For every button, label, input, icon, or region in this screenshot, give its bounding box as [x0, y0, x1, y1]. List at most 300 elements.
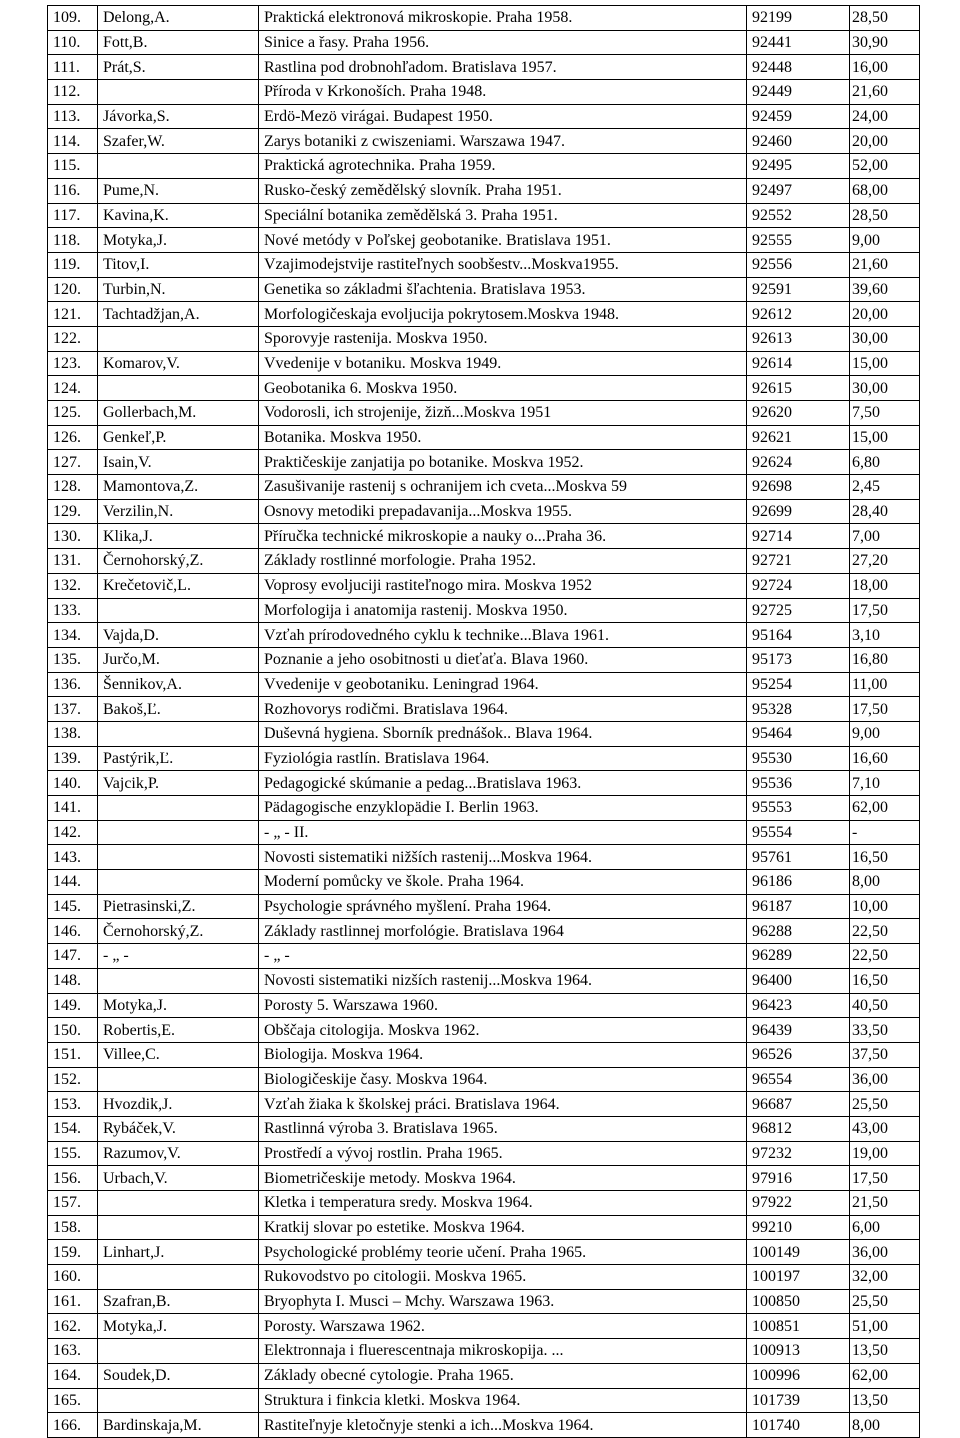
- inventory-number-cell: 96423: [747, 993, 850, 1018]
- price-cell: 36,00: [850, 1067, 920, 1092]
- row-number: 164.: [48, 1363, 98, 1388]
- row-number: 118.: [48, 228, 98, 253]
- row-number: 136.: [48, 672, 98, 697]
- price-cell: 19,00: [850, 1141, 920, 1166]
- title-cell: Psychologické problémy teorie učení. Praha 1965.: [259, 1240, 747, 1265]
- inventory-number-cell: 96812: [747, 1116, 850, 1141]
- price-cell: 16,50: [850, 845, 920, 870]
- table-row: [48, 425, 920, 450]
- table-row: [48, 1289, 920, 1314]
- table-row: [48, 104, 920, 129]
- author-cell: [98, 870, 259, 895]
- price-cell: 25,50: [850, 1289, 920, 1314]
- inventory-number-cell: 96186: [747, 870, 850, 895]
- price-cell: 11,00: [850, 672, 920, 697]
- row-number: 145.: [48, 894, 98, 919]
- price-cell: 6,00: [850, 1215, 920, 1240]
- author-cell: Urbach,V.: [98, 1166, 259, 1191]
- price-cell: 37,50: [850, 1042, 920, 1067]
- table-row: [48, 302, 920, 327]
- price-cell: 3,10: [850, 623, 920, 648]
- title-cell: - „ -: [259, 944, 747, 969]
- author-cell: Šennikov,A.: [98, 672, 259, 697]
- table-row: [48, 1166, 920, 1191]
- author-cell: Kavina,K.: [98, 203, 259, 228]
- price-cell: 22,50: [850, 919, 920, 944]
- author-cell: Turbin,N.: [98, 277, 259, 302]
- author-cell: Isain,V.: [98, 450, 259, 475]
- price-cell: 28,50: [850, 203, 920, 228]
- title-cell: Základy rastlinnej morfológie. Bratislava 1964: [259, 919, 747, 944]
- price-cell: 62,00: [850, 796, 920, 821]
- row-number: 142.: [48, 820, 98, 845]
- row-number: 129.: [48, 499, 98, 524]
- title-cell: Porosty 5. Warszawa 1960.: [259, 993, 747, 1018]
- inventory-number-cell: 92441: [747, 30, 850, 55]
- inventory-number-cell: 95464: [747, 721, 850, 746]
- price-cell: 36,00: [850, 1240, 920, 1265]
- title-cell: Vzťah žiaka k školskej práci. Bratislava 1964.: [259, 1092, 747, 1117]
- price-cell: 20,00: [850, 129, 920, 154]
- price-cell: 17,50: [850, 1166, 920, 1191]
- inventory-number-cell: 96526: [747, 1042, 850, 1067]
- price-cell: 21,50: [850, 1191, 920, 1216]
- author-cell: Szafran,B.: [98, 1289, 259, 1314]
- title-cell: Zarys botaniki z cwiszeniami. Warszawa 1947.: [259, 129, 747, 154]
- price-cell: 25,50: [850, 1092, 920, 1117]
- author-cell: Tachtadžjan,A.: [98, 302, 259, 327]
- author-cell: [98, 1265, 259, 1290]
- row-number: 154.: [48, 1116, 98, 1141]
- author-cell: Jurčo,M.: [98, 647, 259, 672]
- inventory-number-cell: 95554: [747, 820, 850, 845]
- title-cell: Příroda v Krkonoších. Praha 1948.: [259, 80, 747, 105]
- price-cell: 52,00: [850, 154, 920, 179]
- price-cell: 16,60: [850, 746, 920, 771]
- title-cell: Voprosy evoljuciji rastiteľnogo mira. Moskva 1952: [259, 573, 747, 598]
- row-number: 111.: [48, 55, 98, 80]
- table-row: [48, 697, 920, 722]
- title-cell: Bryophyta I. Musci – Mchy. Warszawa 1963.: [259, 1289, 747, 1314]
- author-cell: [98, 1215, 259, 1240]
- author-cell: Černohorský,Z.: [98, 549, 259, 574]
- table-row: [48, 894, 920, 919]
- author-cell: Motyka,J.: [98, 993, 259, 1018]
- price-cell: 18,00: [850, 573, 920, 598]
- row-number: 148.: [48, 968, 98, 993]
- author-cell: Krečetovič,L.: [98, 573, 259, 598]
- price-cell: 28,40: [850, 499, 920, 524]
- inventory-number-cell: 92613: [747, 326, 850, 351]
- price-cell: 6,80: [850, 450, 920, 475]
- table-row: [48, 1067, 920, 1092]
- inventory-list-page: [47, 5, 919, 1438]
- title-cell: Morfologija i anatomija rastenij. Moskva 1950.: [259, 598, 747, 623]
- price-cell: 2,45: [850, 475, 920, 500]
- title-cell: Vvedenije v geobotaniku. Leningrad 1964.: [259, 672, 747, 697]
- row-number: 166.: [48, 1413, 98, 1438]
- title-cell: Speciální botanika zemědělská 3. Praha 1951.: [259, 203, 747, 228]
- table-row: [48, 573, 920, 598]
- author-cell: [98, 845, 259, 870]
- table-row: [48, 129, 920, 154]
- title-cell: - „ - II.: [259, 820, 747, 845]
- author-cell: Jávorka,S.: [98, 104, 259, 129]
- title-cell: Rozhovorys rodičmi. Bratislava 1964.: [259, 697, 747, 722]
- row-number: 161.: [48, 1289, 98, 1314]
- inventory-number-cell: 95328: [747, 697, 850, 722]
- inventory-number-cell: 95761: [747, 845, 850, 870]
- author-cell: [98, 796, 259, 821]
- row-number: 134.: [48, 623, 98, 648]
- row-number: 130.: [48, 524, 98, 549]
- inventory-number-cell: 92591: [747, 277, 850, 302]
- price-cell: 16,00: [850, 55, 920, 80]
- price-cell: 62,00: [850, 1363, 920, 1388]
- price-cell: 27,20: [850, 549, 920, 574]
- row-number: 128.: [48, 475, 98, 500]
- table-row: [48, 203, 920, 228]
- row-number: 121.: [48, 302, 98, 327]
- inventory-number-cell: 92199: [747, 6, 850, 31]
- table-row: [48, 80, 920, 105]
- author-cell: Klika,J.: [98, 524, 259, 549]
- table-row: [48, 228, 920, 253]
- row-number: 150.: [48, 1018, 98, 1043]
- price-cell: 21,60: [850, 252, 920, 277]
- title-cell: Rastlinná výroba 3. Bratislava 1965.: [259, 1116, 747, 1141]
- title-cell: Pedagogické skúmanie a pedag...Bratislava 1963.: [259, 771, 747, 796]
- author-cell: Vajda,D.: [98, 623, 259, 648]
- author-cell: [98, 598, 259, 623]
- author-cell: Komarov,V.: [98, 351, 259, 376]
- author-cell: Pume,N.: [98, 178, 259, 203]
- table-row: [48, 524, 920, 549]
- title-cell: Osnovy metodiki prepadavanija...Moskva 1955.: [259, 499, 747, 524]
- price-cell: 51,00: [850, 1314, 920, 1339]
- price-cell: 43,00: [850, 1116, 920, 1141]
- row-number: 115.: [48, 154, 98, 179]
- inventory-number-cell: 92552: [747, 203, 850, 228]
- title-cell: Praktická elektronová mikroskopie. Praha 1958.: [259, 6, 747, 31]
- table-row: [48, 1388, 920, 1413]
- inventory-number-cell: 92612: [747, 302, 850, 327]
- author-cell: Motyka,J.: [98, 228, 259, 253]
- row-number: 165.: [48, 1388, 98, 1413]
- author-cell: Motyka,J.: [98, 1314, 259, 1339]
- table-row: [48, 771, 920, 796]
- author-cell: Szafer,W.: [98, 129, 259, 154]
- table-row: [48, 154, 920, 179]
- price-cell: 30,00: [850, 376, 920, 401]
- inventory-number-cell: 100149: [747, 1240, 850, 1265]
- table-row: [48, 672, 920, 697]
- table-row: [48, 376, 920, 401]
- inventory-number-cell: 100996: [747, 1363, 850, 1388]
- author-cell: Linhart,J.: [98, 1240, 259, 1265]
- table-row: [48, 55, 920, 80]
- author-cell: [98, 376, 259, 401]
- table-row: [48, 1413, 920, 1438]
- price-cell: 16,80: [850, 647, 920, 672]
- price-cell: 9,00: [850, 721, 920, 746]
- price-cell: 7,10: [850, 771, 920, 796]
- author-cell: [98, 820, 259, 845]
- price-cell: 15,00: [850, 425, 920, 450]
- inventory-number-cell: 100913: [747, 1339, 850, 1364]
- title-cell: Erdö-Mezö virágai. Budapest 1950.: [259, 104, 747, 129]
- title-cell: Kletka i temperatura sredy. Moskva 1964.: [259, 1191, 747, 1216]
- inventory-number-cell: 100851: [747, 1314, 850, 1339]
- table-row: [48, 721, 920, 746]
- title-cell: Sinice a řasy. Praha 1956.: [259, 30, 747, 55]
- author-cell: Bardinskaja,M.: [98, 1413, 259, 1438]
- table-row: [48, 1042, 920, 1067]
- title-cell: Zasušivanije rastenij s ochranijem ich cveta...Moskva 59: [259, 475, 747, 500]
- inventory-number-cell: 92614: [747, 351, 850, 376]
- row-number: 157.: [48, 1191, 98, 1216]
- author-cell: Pietrasinski,Z.: [98, 894, 259, 919]
- author-cell: [98, 721, 259, 746]
- row-number: 131.: [48, 549, 98, 574]
- inventory-number-cell: 95530: [747, 746, 850, 771]
- inventory-number-cell: 92620: [747, 401, 850, 426]
- title-cell: Základy rostlinné morfologie. Praha 1952.: [259, 549, 747, 574]
- inventory-number-cell: 99210: [747, 1215, 850, 1240]
- price-cell: 30,00: [850, 326, 920, 351]
- title-cell: Struktura i finkcia kletki. Moskva 1964.: [259, 1388, 747, 1413]
- inventory-number-cell: 92449: [747, 80, 850, 105]
- table-row: [48, 1363, 920, 1388]
- title-cell: Biologičeskije časy. Moskva 1964.: [259, 1067, 747, 1092]
- price-cell: 17,50: [850, 598, 920, 623]
- author-cell: Villee,C.: [98, 1042, 259, 1067]
- inventory-number-cell: 96187: [747, 894, 850, 919]
- row-number: 139.: [48, 746, 98, 771]
- table-row: [48, 401, 920, 426]
- author-cell: Mamontova,Z.: [98, 475, 259, 500]
- price-cell: 22,50: [850, 944, 920, 969]
- title-cell: Geobotanika 6. Moskva 1950.: [259, 376, 747, 401]
- table-row: [48, 1141, 920, 1166]
- table-row: [48, 1116, 920, 1141]
- inventory-number-cell: 96288: [747, 919, 850, 944]
- table-row: [48, 1314, 920, 1339]
- row-number: 117.: [48, 203, 98, 228]
- table-row: [48, 326, 920, 351]
- title-cell: Morfologičeskaja evoljucija pokrytosem.Moskva 1948.: [259, 302, 747, 327]
- price-cell: 8,00: [850, 870, 920, 895]
- row-number: 132.: [48, 573, 98, 598]
- title-cell: Poznanie a jeho osobitnosti u dieťaťa. Blava 1960.: [259, 647, 747, 672]
- row-number: 152.: [48, 1067, 98, 1092]
- inventory-number-cell: 92699: [747, 499, 850, 524]
- inventory-number-cell: 96400: [747, 968, 850, 993]
- row-number: 156.: [48, 1166, 98, 1191]
- table-row: [48, 30, 920, 55]
- table-row: [48, 820, 920, 845]
- author-cell: Verzilin,N.: [98, 499, 259, 524]
- price-cell: 7,50: [850, 401, 920, 426]
- title-cell: Praktičeskije zanjatija po botanike. Moskva 1952.: [259, 450, 747, 475]
- price-cell: 32,00: [850, 1265, 920, 1290]
- inventory-number-cell: 92621: [747, 425, 850, 450]
- author-cell: Prát,S.: [98, 55, 259, 80]
- table-row: [48, 623, 920, 648]
- price-cell: 9,00: [850, 228, 920, 253]
- title-cell: Obščaja citologija. Moskva 1962.: [259, 1018, 747, 1043]
- inventory-number-cell: 97916: [747, 1166, 850, 1191]
- table-row: [48, 549, 920, 574]
- title-cell: Sporovyje rastenija. Moskva 1950.: [259, 326, 747, 351]
- title-cell: Duševná hygiena. Sborník prednášok.. Blava 1964.: [259, 721, 747, 746]
- row-number: 137.: [48, 697, 98, 722]
- price-cell: 10,00: [850, 894, 920, 919]
- title-cell: Novosti sistematiki nizších rastenij...Moskva 1964.: [259, 968, 747, 993]
- price-cell: 24,00: [850, 104, 920, 129]
- inventory-number-cell: 96687: [747, 1092, 850, 1117]
- row-number: 163.: [48, 1339, 98, 1364]
- author-cell: Černohorský,Z.: [98, 919, 259, 944]
- title-cell: Vvedenije v botaniku. Moskva 1949.: [259, 351, 747, 376]
- inventory-number-cell: 100197: [747, 1265, 850, 1290]
- table-row: [48, 475, 920, 500]
- title-cell: Příručka technické mikroskopie a nauky o...Praha 36.: [259, 524, 747, 549]
- price-cell: 68,00: [850, 178, 920, 203]
- row-number: 109.: [48, 6, 98, 31]
- title-cell: Kratkij slovar po estetike. Moskva 1964.: [259, 1215, 747, 1240]
- row-number: 122.: [48, 326, 98, 351]
- title-cell: Pädagogische enzyklopädie I. Berlin 1963.: [259, 796, 747, 821]
- table-row: [48, 746, 920, 771]
- inventory-number-cell: 92624: [747, 450, 850, 475]
- author-cell: Robertis,E.: [98, 1018, 259, 1043]
- author-cell: [98, 154, 259, 179]
- row-number: 146.: [48, 919, 98, 944]
- table-row: [48, 1092, 920, 1117]
- title-cell: Genetika so základmi šľachtenia. Bratislava 1953.: [259, 277, 747, 302]
- inventory-number-cell: 95254: [747, 672, 850, 697]
- author-cell: Soudek,D.: [98, 1363, 259, 1388]
- row-number: 135.: [48, 647, 98, 672]
- row-number: 158.: [48, 1215, 98, 1240]
- row-number: 123.: [48, 351, 98, 376]
- table-row: [48, 1215, 920, 1240]
- author-cell: Fott,B.: [98, 30, 259, 55]
- inventory-number-cell: 92448: [747, 55, 850, 80]
- row-number: 116.: [48, 178, 98, 203]
- title-cell: Psychologie správného myšlení. Praha 1964.: [259, 894, 747, 919]
- title-cell: Biologija. Moskva 1964.: [259, 1042, 747, 1067]
- price-cell: 39,60: [850, 277, 920, 302]
- inventory-number-cell: 95536: [747, 771, 850, 796]
- price-cell: -: [850, 820, 920, 845]
- table-row: [48, 598, 920, 623]
- title-cell: Novosti sistematiki nižších rastenij...Moskva 1964.: [259, 845, 747, 870]
- title-cell: Nové metódy v Poľskej geobotanike. Bratislava 1951.: [259, 228, 747, 253]
- row-number: 147.: [48, 944, 98, 969]
- row-number: 127.: [48, 450, 98, 475]
- price-cell: 30,90: [850, 30, 920, 55]
- author-cell: Rybáček,V.: [98, 1116, 259, 1141]
- price-cell: 40,50: [850, 993, 920, 1018]
- inventory-number-cell: 97922: [747, 1191, 850, 1216]
- table-row: [48, 277, 920, 302]
- author-cell: Vajcik,P.: [98, 771, 259, 796]
- row-number: 141.: [48, 796, 98, 821]
- table-body: [48, 6, 920, 1438]
- inventory-number-cell: 92721: [747, 549, 850, 574]
- row-number: 124.: [48, 376, 98, 401]
- title-cell: Rukovodstvo po citologii. Moskva 1965.: [259, 1265, 747, 1290]
- row-number: 138.: [48, 721, 98, 746]
- inventory-number-cell: 101739: [747, 1388, 850, 1413]
- row-number: 120.: [48, 277, 98, 302]
- title-cell: Prostředí a vývoj rostlin. Praha 1965.: [259, 1141, 747, 1166]
- table-row: [48, 178, 920, 203]
- table-row: [48, 919, 920, 944]
- inventory-number-cell: 92495: [747, 154, 850, 179]
- inventory-number-cell: 96289: [747, 944, 850, 969]
- price-cell: 13,50: [850, 1339, 920, 1364]
- row-number: 119.: [48, 252, 98, 277]
- author-cell: [98, 326, 259, 351]
- title-cell: Rastiteľnyje kletočnyje stenki a ich...Moskva 1964.: [259, 1413, 747, 1438]
- author-cell: Delong,A.: [98, 6, 259, 31]
- row-number: 110.: [48, 30, 98, 55]
- price-cell: 21,60: [850, 80, 920, 105]
- row-number: 126.: [48, 425, 98, 450]
- inventory-number-cell: 95553: [747, 796, 850, 821]
- table-row: [48, 1339, 920, 1364]
- inventory-number-cell: 92714: [747, 524, 850, 549]
- inventory-number-cell: 95164: [747, 623, 850, 648]
- price-cell: 16,50: [850, 968, 920, 993]
- table-row: [48, 647, 920, 672]
- table-row: [48, 944, 920, 969]
- inventory-number-cell: 92556: [747, 252, 850, 277]
- row-number: 159.: [48, 1240, 98, 1265]
- inventory-number-cell: 96554: [747, 1067, 850, 1092]
- inventory-number-cell: 92615: [747, 376, 850, 401]
- title-cell: Základy obecné cytologie. Praha 1965.: [259, 1363, 747, 1388]
- inventory-number-cell: 100850: [747, 1289, 850, 1314]
- row-number: 162.: [48, 1314, 98, 1339]
- row-number: 143.: [48, 845, 98, 870]
- author-cell: [98, 1388, 259, 1413]
- title-cell: Vzajimodejstvije rastiteľnych soobšestv...Moskva1955.: [259, 252, 747, 277]
- author-cell: [98, 1339, 259, 1364]
- row-number: 112.: [48, 80, 98, 105]
- price-cell: 7,00: [850, 524, 920, 549]
- row-number: 149.: [48, 993, 98, 1018]
- price-cell: 15,00: [850, 351, 920, 376]
- row-number: 160.: [48, 1265, 98, 1290]
- table-row: [48, 845, 920, 870]
- title-cell: Fyziológia rastlín. Bratislava 1964.: [259, 746, 747, 771]
- table-row: [48, 993, 920, 1018]
- inventory-number-cell: 92698: [747, 475, 850, 500]
- author-cell: [98, 1067, 259, 1092]
- inventory-number-cell: 92497: [747, 178, 850, 203]
- author-cell: Titov,I.: [98, 252, 259, 277]
- author-cell: Hvozdik,J.: [98, 1092, 259, 1117]
- author-cell: [98, 1191, 259, 1216]
- author-cell: - „ -: [98, 944, 259, 969]
- price-cell: 8,00: [850, 1413, 920, 1438]
- table-row: [48, 870, 920, 895]
- price-cell: 17,50: [850, 697, 920, 722]
